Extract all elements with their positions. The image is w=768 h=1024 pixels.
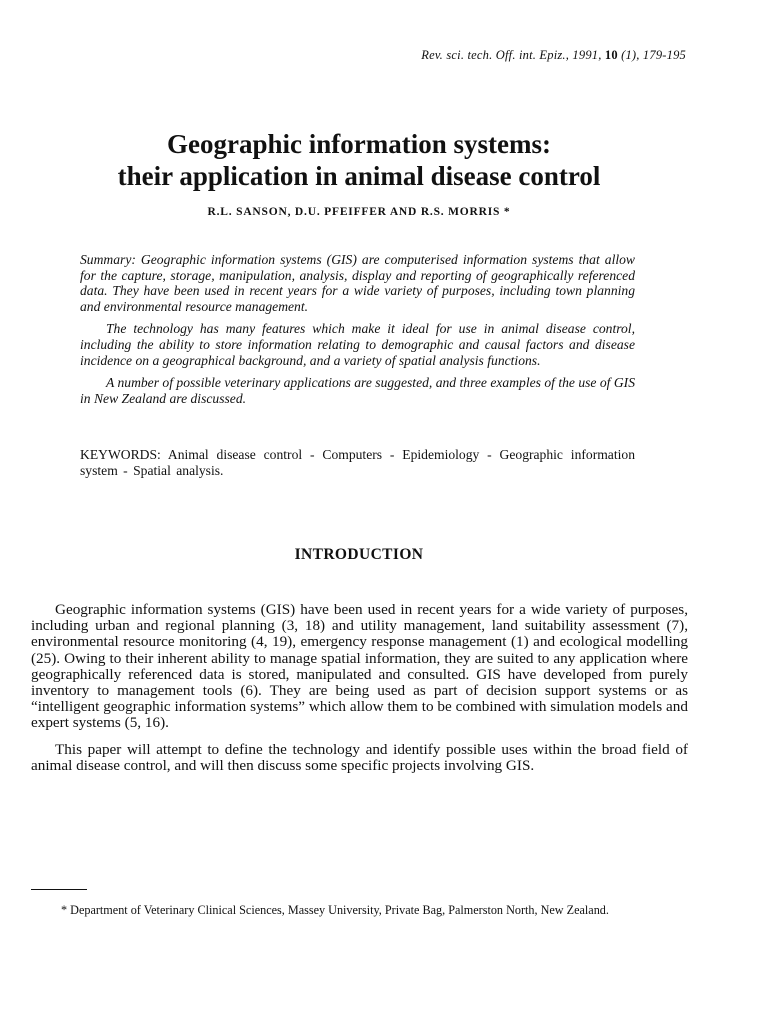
title-line-2: their application in animal disease control xyxy=(117,161,601,191)
footnote-divider xyxy=(31,889,87,890)
journal-citation xyxy=(421,48,686,63)
introduction-body xyxy=(31,602,688,784)
abstract xyxy=(80,252,635,413)
abstract-paragraph-2: The technology has many features which make it ideal for use in animal disease control, including the ability to store information relating to demographic and causal factors and disease incidence on a geographical background, and a variety of spatial analysis functions. xyxy=(80,321,635,368)
citation-year: , 1991, xyxy=(565,48,605,62)
summary-paragraph xyxy=(80,252,635,314)
intro-paragraph-2: This paper will attempt to define the technology and identify possible uses within the broad field of animal disease control, and will then discuss some specific projects involving GIS. xyxy=(31,740,688,774)
footnote-text: * Department of Veterinary Clinical Sciences, Massey University, Private Bag, Palmerston North, New Zealand. xyxy=(61,903,609,917)
footnote xyxy=(31,903,688,918)
paper-title xyxy=(0,128,718,192)
citation-pages: (1), 179-195 xyxy=(617,48,686,62)
summary-label: Summary: xyxy=(80,252,136,267)
section-heading-introduction: INTRODUCTION xyxy=(294,546,424,563)
author-list: R.L. SANSON, D.U. PFEIFFER AND R.S. MORRIS * xyxy=(207,206,511,218)
citation-journal: Rev. sci. tech. Off. int. Epiz. xyxy=(421,48,566,62)
keywords: KEYWORDS: Animal disease control - Computers - Epidemiology - Geographic information system - Spatial analysis. xyxy=(80,447,635,478)
citation-volume: 10 xyxy=(604,48,618,62)
title-line-1: Geographic information systems: xyxy=(167,129,551,159)
abstract-paragraph-3: A number of possible veterinary applications are suggested, and three examples of the use of GIS in New Zealand are discussed. xyxy=(80,375,635,406)
summary-text: Geographic information systems (GIS) are computerised information systems that allow for the capture, storage, manipulation, analysis, display and reporting of geographically referenced data. They have been used in recent years for a wide variety of purposes, including town planning and environmental resource management. xyxy=(80,252,635,314)
intro-paragraph-1: Geographic information systems (GIS) have been used in recent years for a wide variety of purposes, including urban and regional planning (3, 18) and utility management, land suitability assessment (7), environmental resource monitoring (4, 19), emergency response management (1) and ecological modelling (25). Owing to their inherent ability to manage spatial information, they are suited to any application where geographically referenced data is stored, manipulated and consulted. GIS have developed from purely inventory to management tools (6). They are being used as part of decision support systems or as “intelligent geographic information systems” which allow them to be combined with simulation models and expert systems (5, 16). xyxy=(31,601,688,732)
